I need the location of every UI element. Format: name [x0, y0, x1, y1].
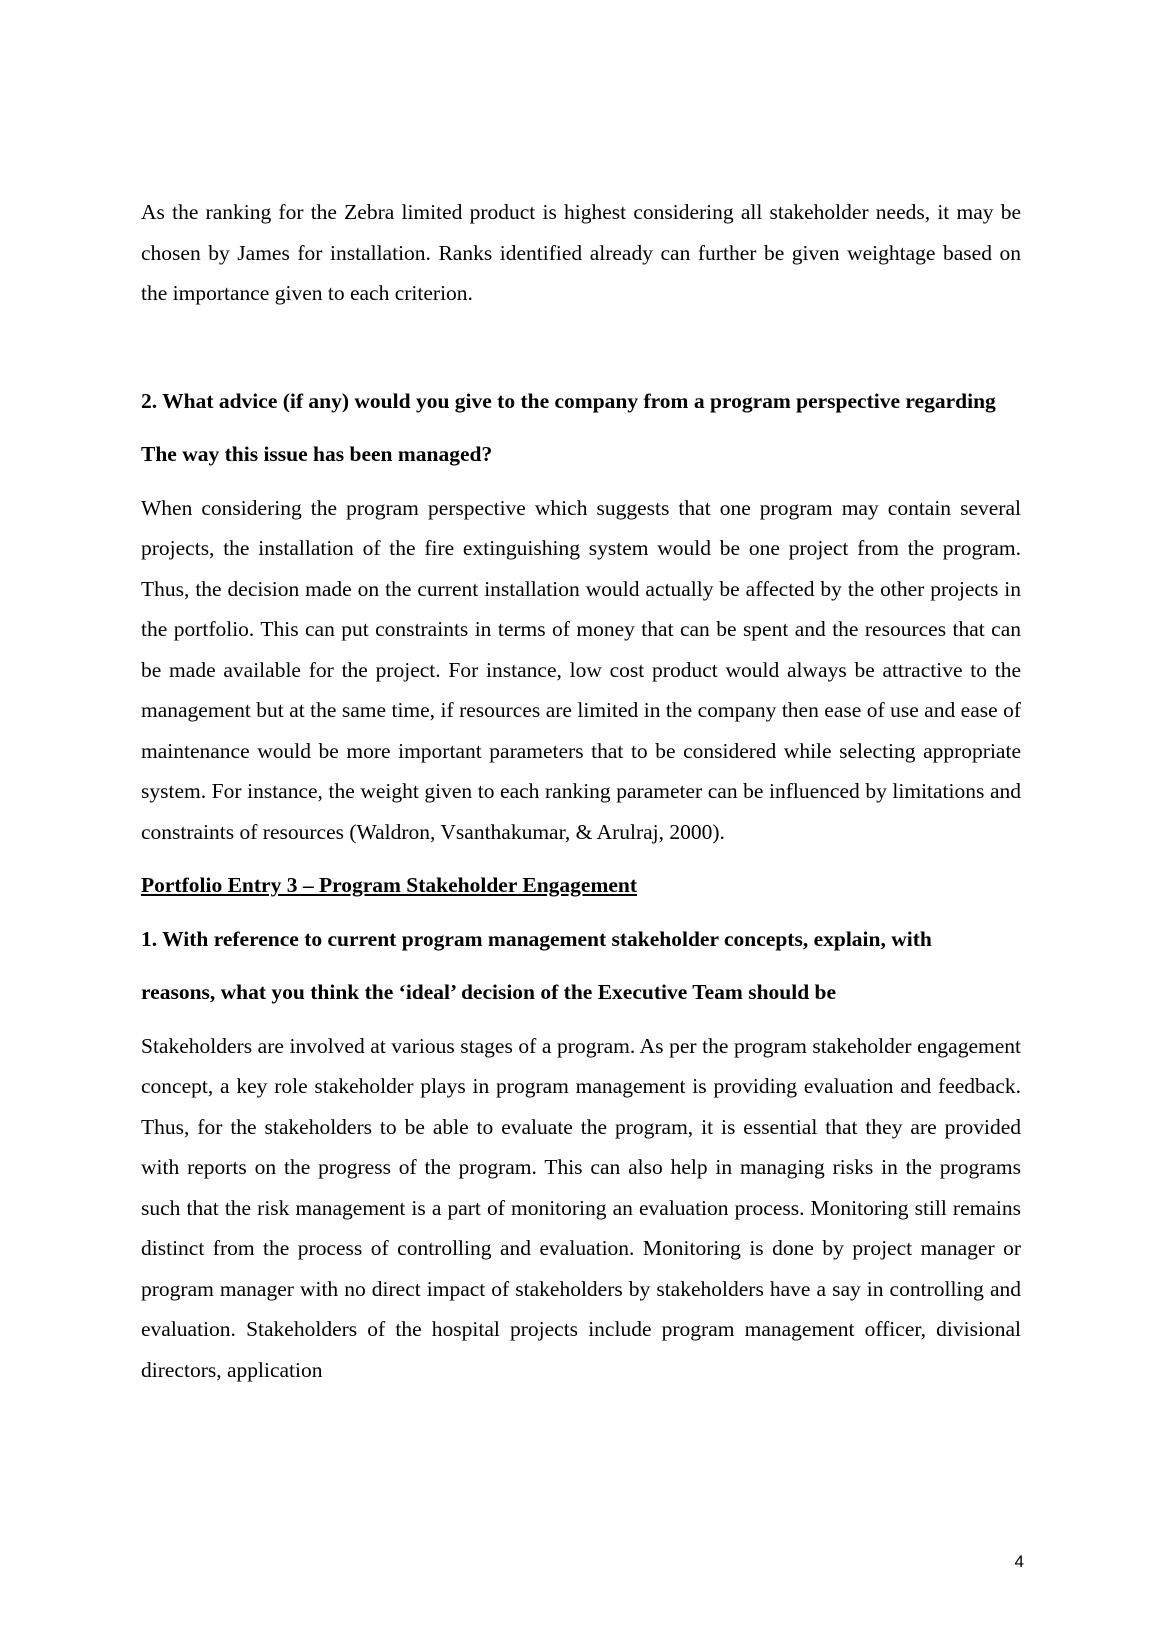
question-1-line-2: reasons, what you think the ‘ideal’ decision of the Executive Team should be	[141, 980, 837, 1004]
paragraph-program-perspective: When considering the program perspective which suggests that one program may contain several projects, the installation of the fire extinguishing system would be one project from the program. Thus, the decision made on the current installation would actually be affected by the other projects in the portfolio. This can put constraints in terms of money that can be spent and the resources that can be made available for the project. For instance, low cost product would always be attractive to the management but at the same time, if resources are limited in the company then ease of use and ease of maintenance would be more important parameters that to be considered while selecting appropriate system. For instance, the weight given to each ranking parameter can be influenced by limitations and constraints of resources (Waldron, Vsanthakumar, & Arulraj, 2000).	[141, 495, 1021, 844]
paragraph-stakeholder-engagement: Stakeholders are involved at various stages of a program. As per the program stakeholder engagement concept, a key role stakeholder plays in program management is providing evaluation and feedback. Thus, for the stakeholders to be able to evaluate the program, it is essential that they are provided with reports on the progress of the program. This can also help in managing risks in the programs such that the risk management is a part of monitoring an evaluation process. Monitoring still remains distinct from the process of controlling and evaluation. Monitoring is done by project manager or program manager with no direct impact of stakeholders by stakeholders have a say in controlling and evaluation. Stakeholders of the hospital projects include program management officer, divisional directors, application	[141, 1033, 1021, 1382]
page-content	[141, 192, 1021, 1390]
page-number: 4	[1014, 1552, 1024, 1571]
question-1-line-1: 1. With reference to current program management stakeholder concepts, explain, with	[141, 926, 932, 951]
paragraph-ranking-conclusion: As the ranking for the Zebra limited product is highest considering all stakeholder needs, it may be chosen by James for installation. Ranks identified already can further be given weightage based on the importance given to each criterion.	[141, 200, 1021, 305]
portfolio-entry-3-title: Portfolio Entry 3 – Program Stakeholder Engagement	[141, 873, 638, 897]
question-2-subheading: The way this issue has been managed?	[141, 442, 493, 466]
question-2-heading: 2. What advice (if any) would you give to the company from a program perspective regarding	[141, 388, 996, 413]
